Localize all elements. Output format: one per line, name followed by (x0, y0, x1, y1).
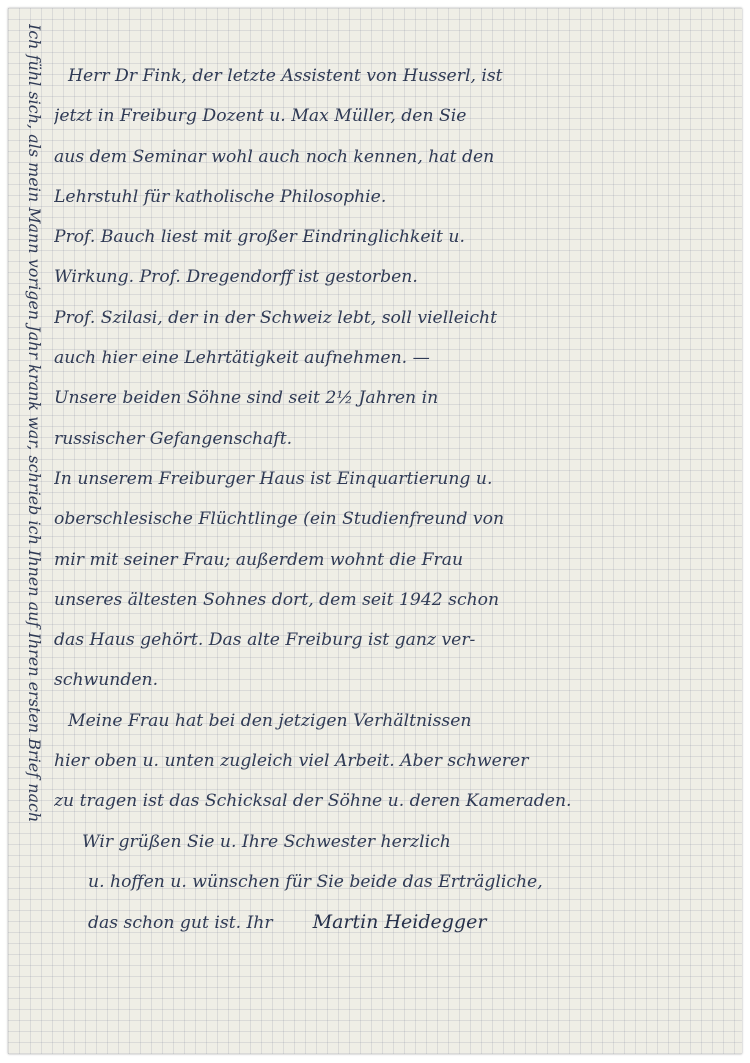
letter-line: oberschlesische Flüchtlinge (ein Studienfreund von (54, 509, 505, 530)
letter-line: russischer Gefangenschaft. (54, 428, 293, 449)
letter-line: unseres ältesten Sohnes dort, dem seit 1942 schon (54, 589, 500, 610)
letter-line: Wirkung. Prof. Dregendorff ist gestorben. (54, 267, 418, 288)
letter-line: Lehrstuhl für katholische Philosophie. (54, 186, 387, 207)
closing-text: das schon gut ist. Ihr (88, 913, 273, 934)
letter-line: schwunden. (54, 670, 159, 691)
letter-line: Wir grüßen Sie u. Ihre Schwester herzlich (82, 831, 451, 852)
letter-line: zu tragen ist das Schicksal der Söhne u. deren Kameraden. (54, 791, 572, 812)
margin-note (10, 24, 50, 1034)
letter-line: Meine Frau hat bei den jetzigen Verhältnissen (68, 710, 472, 731)
letter-line: auch hier eine Lehrtätigkeit aufnehmen. — (54, 348, 430, 369)
letter-sheet (8, 8, 742, 1054)
letter-line: jetzt in Freiburg Dozent u. Max Müller, den Sie (54, 106, 467, 127)
letter-line: Prof. Szilasi, der in der Schweiz lebt, soll vielleicht (54, 307, 497, 328)
letter-line: u. hoffen u. wünschen für Sie beide das Erträgliche, (88, 871, 543, 892)
letter-line: In unserem Freiburger Haus ist Einquartierung u. (54, 468, 493, 489)
closing-line (54, 902, 738, 942)
letter-body (54, 56, 738, 943)
letter-line: Herr Dr Fink, der letzte Assistent von Husserl, ist (68, 66, 503, 86)
letter-line: Unsere beiden Söhne sind seit 2½ Jahren in (54, 388, 439, 409)
letter-line: das Haus gehört. Das alte Freiburg ist ganz ver- (54, 630, 476, 651)
letter-line: hier oben u. unten zugleich viel Arbeit. Aber schwerer (54, 751, 529, 772)
letter-line: aus dem Seminar wohl auch noch kennen, hat den (54, 146, 495, 167)
signature: Martin Heidegger (312, 911, 487, 934)
margin-note-text: Ich fühl sich, als mein Mann vorigen Jahr krank war, schrieb ich Ihnen auf Ihren ersten Brief nach (25, 24, 44, 823)
letter-line: Prof. Bauch liest mit großer Eindringlichkeit u. (54, 227, 465, 248)
letter-line: mir mit seiner Frau; außerdem wohnt die Frau (54, 549, 464, 570)
